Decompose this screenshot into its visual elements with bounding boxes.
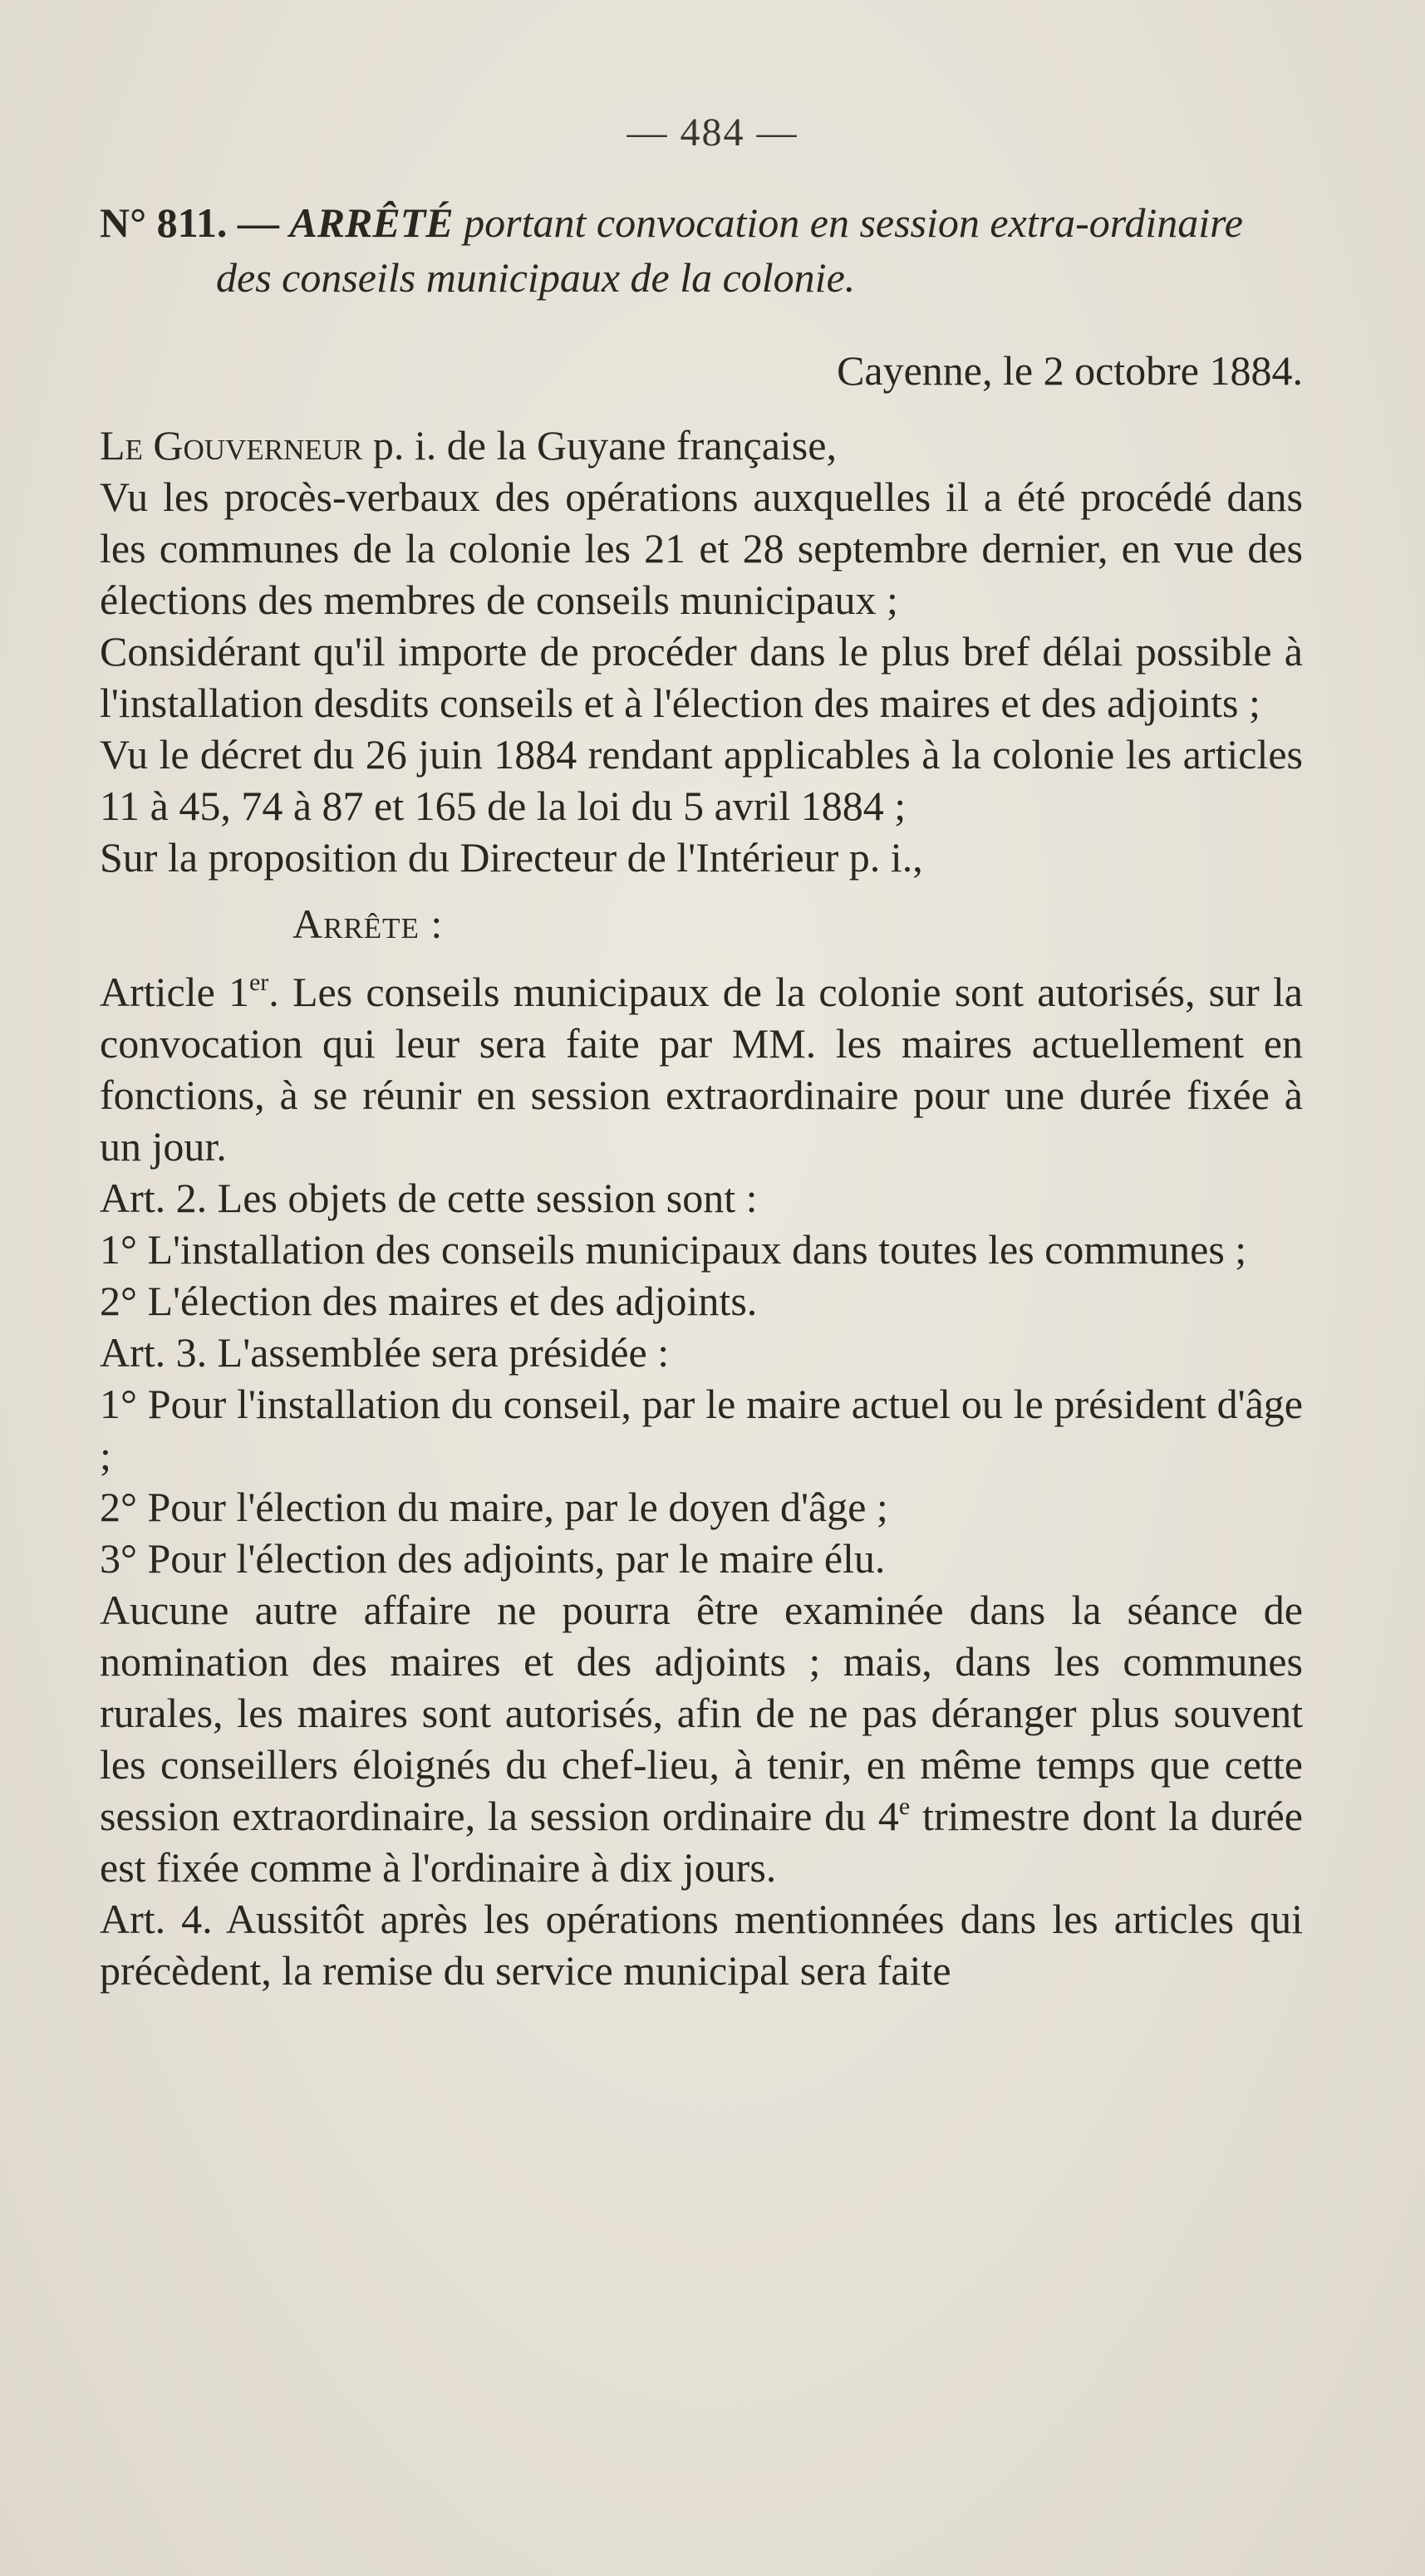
decree-title-text: portant convocation en session extra-ordinaire des conseils municipaux de la colonie. — [216, 199, 1243, 301]
governor-rest: p. i. de la Guyane française, — [362, 422, 837, 469]
article-2-item: 2° L'élection des maires et des adjoints. — [100, 1278, 758, 1324]
article-3: Art. 3. L'assemblée sera présidée : — [100, 1329, 670, 1376]
article-3-paragraph-text-end: trimestre dont la durée est fixée comme à l'ordinaire à dix jours. — [100, 1793, 1303, 1891]
arrete-heading: Arrête : — [292, 900, 444, 947]
preamble-paragraph: Sur la proposition du Directeur de l'Intérieur p. i., — [100, 834, 923, 881]
article-1-text: . Les conseils municipaux de la colonie sont autorisés, sur la convocation qui leur sera faite par MM. les maires actuellement en fonctions, à se réunir en session extraordinaire pour une durée fixée à un jour. — [100, 969, 1303, 1170]
document-body — [100, 195, 1303, 1996]
article-2-item: 1° L'installation des conseils municipaux dans toutes les communes ; — [100, 1226, 1247, 1273]
article-3-paragraph — [100, 1584, 1303, 1893]
governor-line — [100, 420, 1303, 471]
governor-title: Le Gouverneur — [100, 422, 363, 469]
preamble-paragraph: Vu les procès-verbaux des opérations auxquelles il a été procédé dans les communes de la colonie les 21 et 28 septembre dernier, en vue des élections des membres de conseils municipaux ; — [100, 473, 1303, 623]
article-1 — [100, 966, 1303, 1172]
date-line: Cayenne, le 2 octobre 1884. — [837, 347, 1303, 394]
article-3-paragraph-superscript: e — [898, 1793, 911, 1820]
preamble-paragraph: Considérant qu'il importe de procéder dans le plus bref délai possible à l'installation desdits conseils et à l'élection des maires et des adjoints ; — [100, 628, 1303, 726]
article-3-item: 1° Pour l'installation du conseil, par le maire actuel ou le président d'âge ; — [100, 1381, 1303, 1479]
page-number: — 484 — — [627, 110, 798, 155]
article-3-paragraph-text: Aucune autre affaire ne pourra être examinée dans la séance de nomination des maires et des adjoints ; mais, dans les communes rurales, les maires sont autorisés, afin de ne pas déranger plus souvent les conseillers éloignés du chef-lieu, à tenir, en même temps que cette session extraordinaire, la session ordinaire du 4 — [100, 1587, 1303, 1839]
article-2: Art. 2. Les objets de cette session sont : — [100, 1175, 758, 1221]
article-3-item: 3° Pour l'élection des adjoints, par le maire élu. — [100, 1535, 886, 1582]
article-1-label: Article 1 — [100, 969, 249, 1015]
article-4: Art. 4. Aussitôt après les opérations mentionnées dans les articles qui précèdent, la remise du service municipal sera faite — [100, 1896, 1303, 1994]
decree-number: N° 811. — — [100, 199, 279, 246]
article-1-superscript: er — [248, 969, 269, 996]
decree-keyword: ARRÊTÉ — [289, 199, 454, 246]
article-3-item: 2° Pour l'élection du maire, par le doyen d'âge ; — [100, 1484, 888, 1530]
decree-title — [100, 195, 1303, 305]
preamble-paragraph: Vu le décret du 26 juin 1884 rendant applicables à la colonie les articles 11 à 45, 74 à 87 et 165 de la loi du 5 avril 1884 ; — [100, 731, 1303, 829]
